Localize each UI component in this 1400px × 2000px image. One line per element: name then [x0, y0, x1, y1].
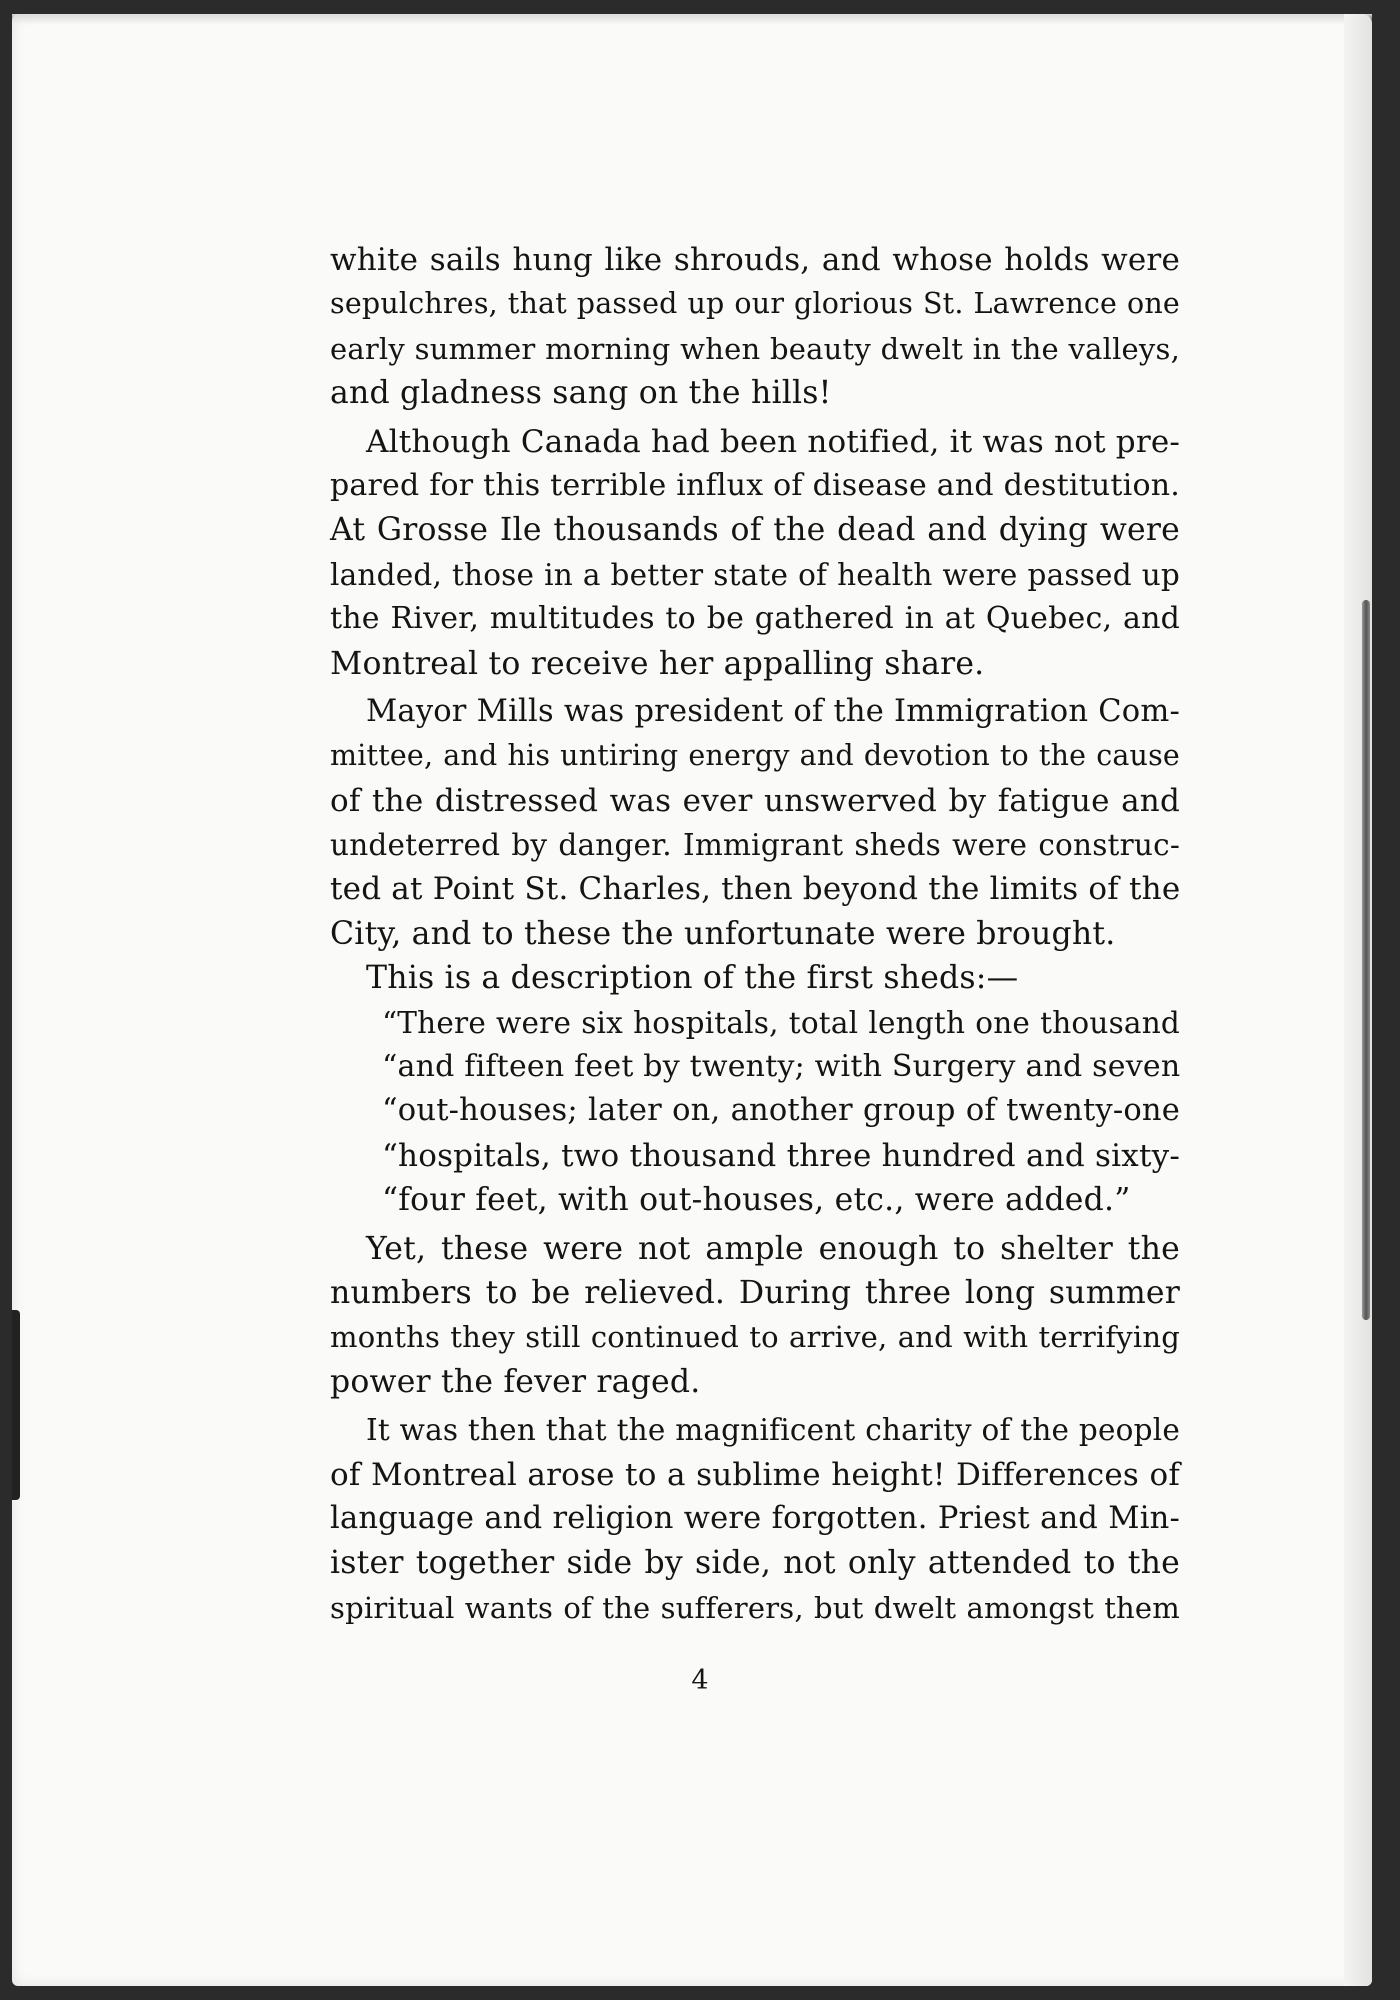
text-line: mittee, and his untiring energy and devotion to the cause	[330, 739, 1180, 773]
text-line: early summer morning when beauty dwelt in the valleys,	[330, 331, 1180, 366]
text-line: ister together side by side, not only attended to the	[330, 1545, 1180, 1582]
text-line: Although Canada had been notified, it was not pre-	[366, 423, 1181, 460]
text-line: white sails hung like shrouds, and whose holds were	[330, 242, 1180, 278]
text-line: months they still continued to arrive, and with terrifying	[330, 1320, 1180, 1355]
paragraph	[330, 238, 1180, 416]
text-line: ted at Point St. Charles, then beyond the limits of the	[330, 871, 1181, 908]
body-text	[330, 238, 1180, 1630]
text-line: Mayor Mills was president of the Immigration Com-	[366, 693, 1180, 729]
quotation-block	[330, 1001, 1180, 1223]
text-line: numbers to be relieved. During three long summer	[330, 1274, 1180, 1311]
text-line: At Grosse Ile thousands of the dead and dying were	[330, 512, 1180, 549]
text-line: landed, those in a better state of health were passed up	[330, 557, 1180, 592]
quote-line: “There were six hospitals, total length one thousand	[382, 1005, 1180, 1040]
paragraph	[330, 956, 1180, 1000]
paragraph	[330, 1408, 1180, 1630]
text-line: language and religion were forgotten. Priest and Min-	[330, 1500, 1180, 1536]
text-line: City, and to these the unfortunate were brought.	[330, 915, 1116, 952]
text-line: pared for this terrible influx of disease and destitution.	[330, 467, 1180, 503]
text-line: Yet, these were not ample enough to shelter the	[366, 1230, 1180, 1267]
text-line: and gladness sang on the hills!	[330, 375, 832, 412]
text-line: power the fever raged.	[330, 1363, 701, 1400]
paragraph	[330, 690, 1180, 956]
quote-line: “four feet, with out-houses, etc., were added.”	[382, 1182, 1131, 1219]
quote-line: “hospitals, two thousand three hundred and sixty-	[382, 1137, 1180, 1174]
text-line: undeterred by danger. Immigrant sheds were construc-	[330, 828, 1180, 863]
page-number: 4	[691, 1665, 709, 1696]
text-line: the River, multitudes to be gathered in at Quebec, and	[330, 601, 1180, 637]
text-line: sepulchres, that passed up our glorious St. Lawrence one	[330, 287, 1180, 321]
text-line: It was then that the magnificent charity of the people	[366, 1413, 1180, 1448]
paper-top-edge	[12, 14, 1372, 24]
quote-line: “and fifteen feet by twenty; with Surgery and seven	[382, 1049, 1181, 1085]
left-edge-shadow	[12, 1310, 20, 1500]
text-line: of the distressed was ever unswerved by fatigue and	[330, 782, 1180, 819]
paragraph	[330, 1227, 1180, 1405]
text-line: of Montreal arose to a sublime height! Differences of	[330, 1456, 1180, 1493]
paragraph	[330, 420, 1180, 686]
binding-fold	[1362, 600, 1370, 1320]
text-line: Montreal to receive her appalling share.	[330, 645, 985, 682]
text-line: spiritual wants of the sufferers, but dwelt amongst them	[330, 1590, 1180, 1625]
text-line: This is a description of the first sheds:—	[366, 960, 1019, 997]
quote-line: “out-houses; later on, another group of twenty-one	[382, 1093, 1180, 1129]
